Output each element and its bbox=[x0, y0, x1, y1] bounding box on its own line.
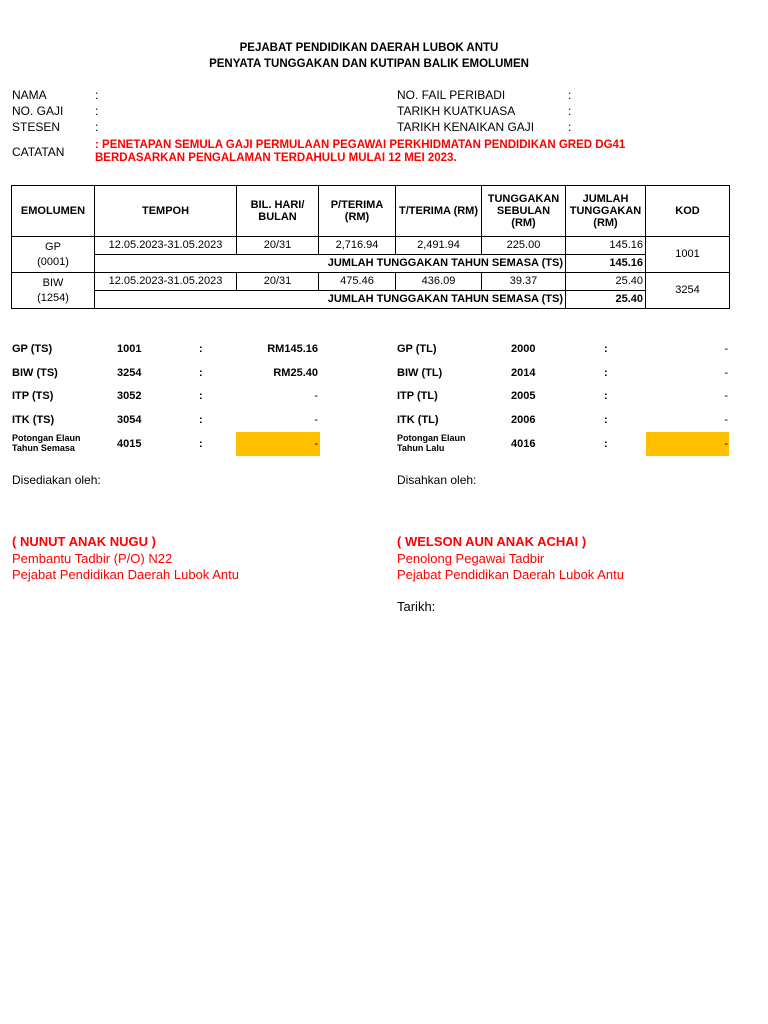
total-label-cell: JUMLAH TUNGGAKAN TAHUN SEMASA (TS) bbox=[95, 291, 566, 309]
prepared-by-label: Disediakan oleh: bbox=[12, 473, 101, 487]
col-t-terima: T/TERIMA (RM) bbox=[396, 186, 482, 237]
summary-left-label: GP (TS) bbox=[12, 343, 53, 355]
tarikh-kenaikan-colon: : bbox=[568, 120, 572, 134]
summary-right-value: - bbox=[724, 367, 728, 379]
summary-left-label: BIW (TS) bbox=[12, 367, 58, 379]
col-kod: KOD bbox=[646, 186, 730, 237]
emolumen-code: (0001) bbox=[37, 255, 69, 268]
jumlah-cell: 145.16 bbox=[566, 237, 646, 255]
summary-left-label: ITK (TS) bbox=[12, 414, 55, 426]
summary-left-code: 3254 bbox=[117, 367, 142, 379]
summary-left-colon: : bbox=[199, 390, 203, 402]
summary-right-code: 2005 bbox=[511, 390, 536, 402]
office-title: PEJABAT PENDIDIKAN DAERAH LUBOK ANTU bbox=[239, 42, 499, 54]
summary-left-code: 4015 bbox=[117, 438, 142, 450]
table-row bbox=[12, 237, 730, 255]
col-emolumen: EMOLUMEN bbox=[12, 186, 95, 237]
catatan-note-line1: : PENETAPAN SEMULA GAJI PERMULAAN PEGAWAI PERKHIDMATAN PENDIDIKAN GRED DG41 bbox=[95, 139, 626, 151]
t-terima-cell: 2,491.94 bbox=[396, 237, 482, 255]
summary-right-label: ITK (TL) bbox=[397, 414, 439, 426]
summary-left-colon: : bbox=[199, 438, 203, 450]
summary-right-label-line1: Potongan Elaun bbox=[397, 433, 466, 443]
summary-right-code: 2006 bbox=[511, 414, 536, 426]
summary-right-value: - bbox=[724, 390, 728, 402]
summary-right-code: 2014 bbox=[511, 367, 536, 379]
summary-left-label: ITP (TS) bbox=[12, 390, 54, 402]
approver-name: ( WELSON AUN ANAK ACHAI ) bbox=[397, 534, 587, 549]
bil-hari-cell: 20/31 bbox=[237, 273, 319, 291]
table-total-row bbox=[12, 291, 730, 309]
bil-hari-cell: 20/31 bbox=[237, 237, 319, 255]
kod-cell: 1001 bbox=[646, 237, 730, 273]
tempoh-cell: 12.05.2023-31.05.2023 bbox=[95, 237, 237, 255]
no-fail-colon: : bbox=[568, 88, 572, 102]
kod-cell: 3254 bbox=[646, 273, 730, 309]
summary-left-value: RM145.16 bbox=[267, 343, 318, 355]
tarikh-kenaikan-label: TARIKH KENAIKAN GAJI bbox=[397, 120, 535, 134]
preparer-name: ( NUNUT ANAK NUGU ) bbox=[12, 534, 156, 549]
total-label-cell: JUMLAH TUNGGAKAN TAHUN SEMASA (TS) bbox=[95, 255, 566, 273]
approver-office: Pejabat Pendidikan Daerah Lubok Antu bbox=[397, 567, 624, 582]
total-value-cell: 25.40 bbox=[566, 291, 646, 309]
approved-by-label: Disahkan oleh: bbox=[397, 473, 477, 487]
preparer-office: Pejabat Pendidikan Daerah Lubok Antu bbox=[12, 567, 239, 582]
summary-left-value: - bbox=[314, 438, 318, 450]
summary-left-code: 3052 bbox=[117, 390, 142, 402]
summary-right-label: GP (TL) bbox=[397, 343, 437, 355]
no-gaji-label: NO. GAJI bbox=[12, 104, 64, 118]
summary-right-colon: : bbox=[604, 414, 608, 426]
summary-left-label-line2: Tahun Semasa bbox=[12, 443, 75, 453]
total-value-cell: 145.16 bbox=[566, 255, 646, 273]
summary-right-value: - bbox=[724, 438, 728, 450]
statement-title: PENYATA TUNGGAKAN DAN KUTIPAN BALIK EMOLUMEN bbox=[209, 58, 529, 70]
summary-right-colon: : bbox=[604, 438, 608, 450]
table-row bbox=[12, 273, 730, 291]
emolumen-cell bbox=[12, 273, 95, 309]
col-tunggakan-sebulan: TUNGGAKAN SEBULAN (RM) bbox=[482, 186, 566, 237]
summary-left-value: - bbox=[314, 414, 318, 426]
tarikh-kuatkuasa-label: TARIKH KUATKUASA bbox=[397, 104, 516, 118]
col-jumlah-tunggakan: JUMLAH TUNGGAKAN (RM) bbox=[566, 186, 646, 237]
no-gaji-colon: : bbox=[95, 104, 99, 118]
emolumen-cell bbox=[12, 237, 95, 273]
summary-right-label: BIW (TL) bbox=[397, 367, 443, 379]
stesen-label: STESEN bbox=[12, 120, 61, 134]
tunggakan-sebulan-cell: 39.37 bbox=[482, 273, 566, 291]
col-p-terima: P/TERIMA (RM) bbox=[319, 186, 396, 237]
summary-left-value: RM25.40 bbox=[273, 367, 318, 379]
catatan-label: CATATAN bbox=[12, 145, 65, 159]
emolumen-name: BIW bbox=[42, 276, 64, 289]
summary-right-colon: : bbox=[604, 390, 608, 402]
preparer-title: Pembantu Tadbir (P/O) N22 bbox=[12, 551, 173, 566]
summary-left-code: 1001 bbox=[117, 343, 142, 355]
t-terima-cell: 436.09 bbox=[396, 273, 482, 291]
emolument-table bbox=[11, 185, 730, 309]
summary-right-code: 2000 bbox=[511, 343, 536, 355]
summary-right-value: - bbox=[724, 343, 728, 355]
tempoh-cell: 12.05.2023-31.05.2023 bbox=[95, 273, 237, 291]
stesen-colon: : bbox=[95, 120, 99, 134]
tunggakan-sebulan-cell: 225.00 bbox=[482, 237, 566, 255]
nama-label: NAMA bbox=[12, 88, 47, 102]
table-total-row bbox=[12, 255, 730, 273]
summary-left-colon: : bbox=[199, 414, 203, 426]
summary-right-label: ITP (TL) bbox=[397, 390, 438, 402]
table-header-row bbox=[12, 186, 730, 237]
summary-left-value: - bbox=[314, 390, 318, 402]
emolumen-name: GP bbox=[45, 240, 61, 253]
jumlah-cell: 25.40 bbox=[566, 273, 646, 291]
approver-title: Penolong Pegawai Tadbir bbox=[397, 551, 545, 566]
tarikh-kuatkuasa-colon: : bbox=[568, 104, 572, 118]
summary-left-label-line1: Potongan Elaun bbox=[12, 433, 81, 443]
summary-left-code: 3054 bbox=[117, 414, 142, 426]
summary-right-colon: : bbox=[604, 343, 608, 355]
summary-right-value: - bbox=[724, 414, 728, 426]
summary-left-colon: : bbox=[199, 343, 203, 355]
summary-right-label-line2: Tahun Lalu bbox=[397, 443, 445, 453]
nama-colon: : bbox=[95, 88, 99, 102]
date-label: Tarikh: bbox=[397, 599, 436, 614]
summary-right-colon: : bbox=[604, 367, 608, 379]
emolumen-code: (1254) bbox=[37, 291, 69, 304]
no-fail-label: NO. FAIL PERIBADI bbox=[397, 88, 506, 102]
p-terima-cell: 2,716.94 bbox=[319, 237, 396, 255]
summary-left-colon: : bbox=[199, 367, 203, 379]
p-terima-cell: 475.46 bbox=[319, 273, 396, 291]
catatan-note-line2: BERDASARKAN PENGALAMAN TERDAHULU MULAI 12 MEI 2023. bbox=[95, 152, 457, 164]
summary-right-code: 4016 bbox=[511, 438, 536, 450]
col-bil-hari: BIL. HARI/ BULAN bbox=[237, 186, 319, 237]
col-tempoh: TEMPOH bbox=[95, 186, 237, 237]
